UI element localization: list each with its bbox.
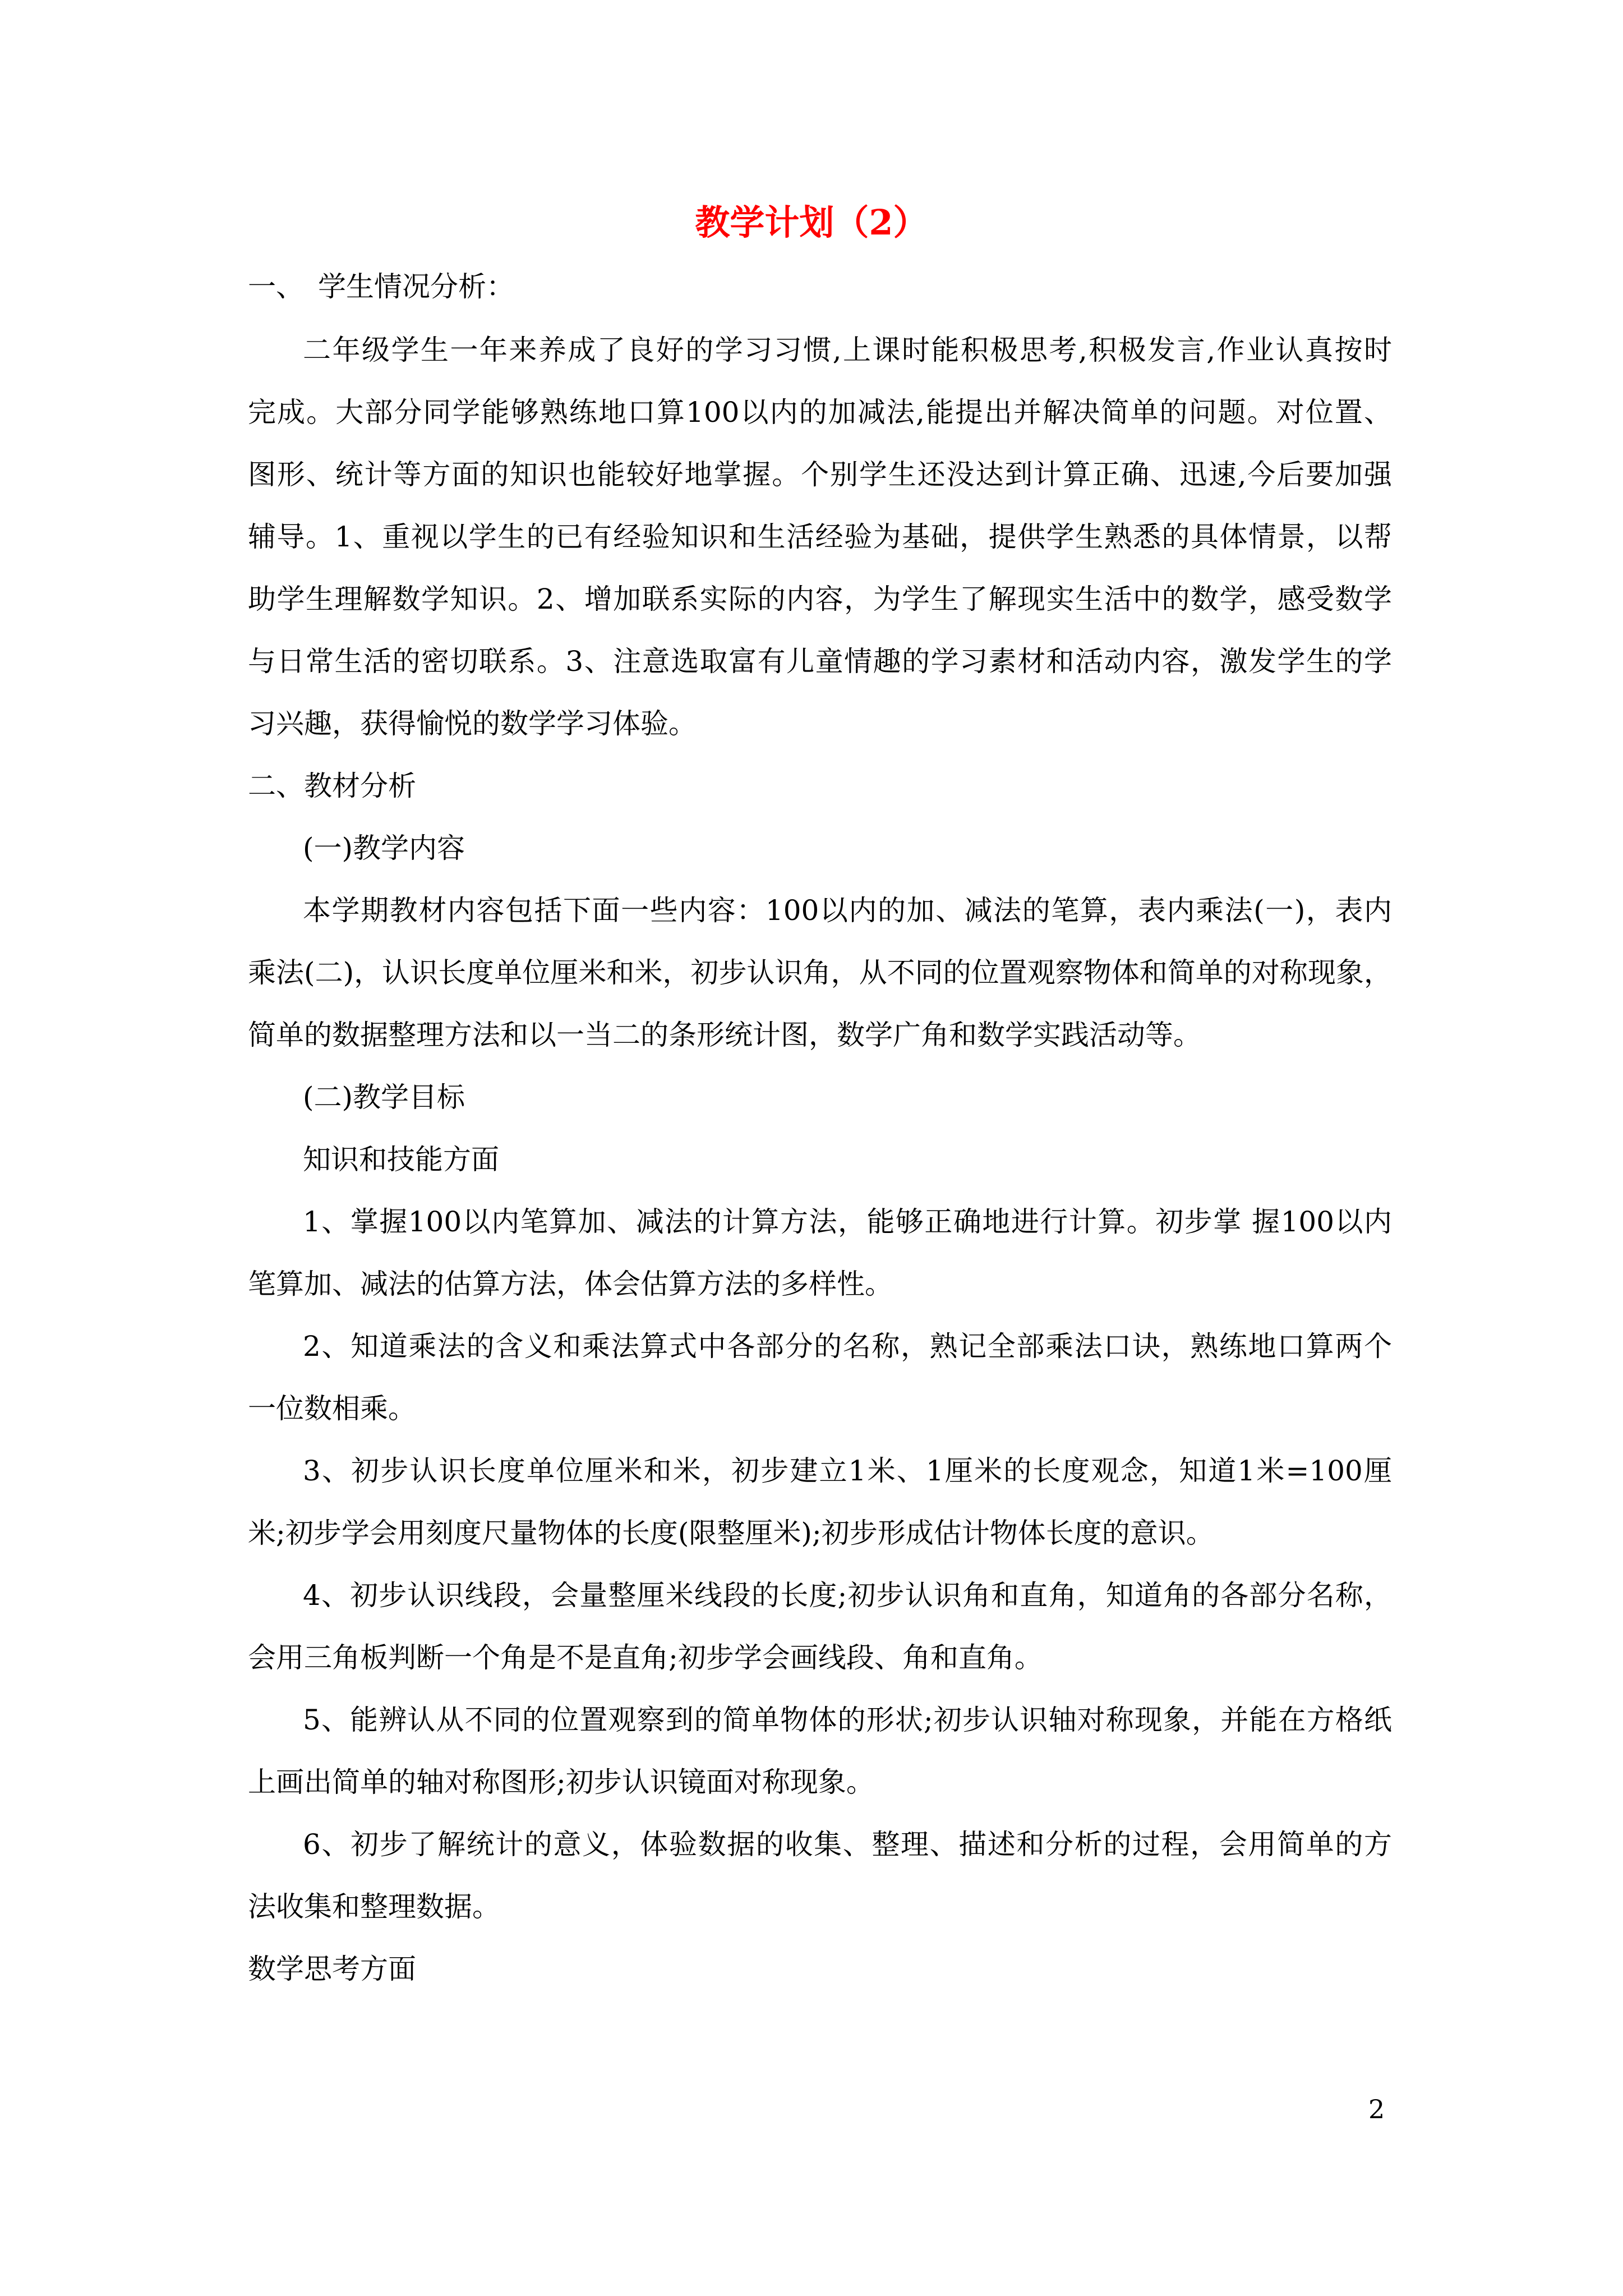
subheading-math-thinking: 数学思考方面	[248, 1953, 416, 1985]
goal-item-2: 2、知道乘法的含义和乘法算式中各部分的名称，熟记全部乘法口诀，熟练地口算两个	[303, 1330, 1392, 1363]
paragraph-line: 辅导。1、重视以学生的已有经验知识和生活经验为基础，提供学生熟悉的具体情景，以帮	[248, 521, 1392, 553]
goal-item-3: 3、初步认识长度单位厘米和米，初步建立1米、1厘米的长度观念，知道1米=100厘	[303, 1455, 1392, 1487]
subheading-goals: (二)教学目标	[303, 1081, 465, 1114]
paragraph-line: 乘法(二)，认识长度单位厘米和米，初步认识角，从不同的位置观察物体和简单的对称现象，	[248, 956, 1392, 989]
paragraph-line: 与日常生活的密切联系。3、注意选取富有儿童情趣的学习素材和活动内容，激发学生的学	[248, 645, 1392, 678]
section-heading-student-analysis: 一、 学生情况分析：	[248, 270, 514, 303]
paragraph-line: 完成。大部分同学能够熟练地口算100以内的加减法,能提出并解决简单的问题。对位置、	[248, 396, 1392, 429]
subheading-content: (一)教学内容	[303, 832, 465, 864]
page-number: 2	[1368, 2094, 1385, 2124]
paragraph-line: 二年级学生一年来养成了良好的学习习惯,上课时能积极思考,积极发言,作业认真按时	[303, 334, 1392, 366]
goal-item-5-cont: 上画出简单的轴对称图形;初步认识镜面对称现象。	[248, 1766, 874, 1798]
goal-item-6: 6、初步了解统计的意义，体验数据的收集、整理、描述和分析的过程，会用简单的方	[303, 1828, 1392, 1861]
subheading-knowledge-skills: 知识和技能方面	[303, 1143, 499, 1176]
goal-item-1-cont: 笔算加、减法的估算方法，体会估算方法的多样性。	[248, 1268, 893, 1300]
document-title: 教学计划（2）	[695, 202, 928, 243]
goal-item-4: 4、初步认识线段，会量整厘米线段的长度;初步认识角和直角，知道角的各部分名称，	[303, 1579, 1392, 1612]
goal-item-2-cont: 一位数相乘。	[248, 1392, 416, 1425]
paragraph-line: 助学生理解数学知识。2、增加联系实际的内容，为学生了解现实生活中的数学，感受数学	[248, 583, 1392, 615]
paragraph-line: 简单的数据整理方法和以一当二的条形统计图，数学广角和数学实践活动等。	[248, 1019, 1201, 1051]
goal-item-5: 5、能辨认从不同的位置观察到的简单物体的形状;初步认识轴对称现象，并能在方格纸	[303, 1704, 1392, 1736]
goal-item-6-cont: 法收集和整理数据。	[248, 1890, 500, 1923]
paragraph-line: 本学期教材内容包括下面一些内容：100以内的加、减法的笔算，表内乘法(一)，表内	[303, 894, 1392, 927]
paragraph-line: 习兴趣，获得愉悦的数学学习体验。	[248, 707, 697, 740]
goal-item-3-cont: 米;初步学会用刻度尺量物体的长度(限整厘米);初步形成估计物体长度的意识。	[248, 1517, 1214, 1549]
goal-item-1: 1、掌握100以内笔算加、减法的计算方法，能够正确地进行计算。初步掌 握100以内	[303, 1205, 1392, 1238]
paragraph-line: 图形、统计等方面的知识也能较好地掌握。个别学生还没达到计算正确、迅速,今后要加强	[248, 458, 1392, 491]
goal-item-4-cont: 会用三角板判断一个角是不是直角;初步学会画线段、角和直角。	[248, 1641, 1043, 1674]
section-heading-materials: 二、教材分析	[248, 770, 416, 802]
